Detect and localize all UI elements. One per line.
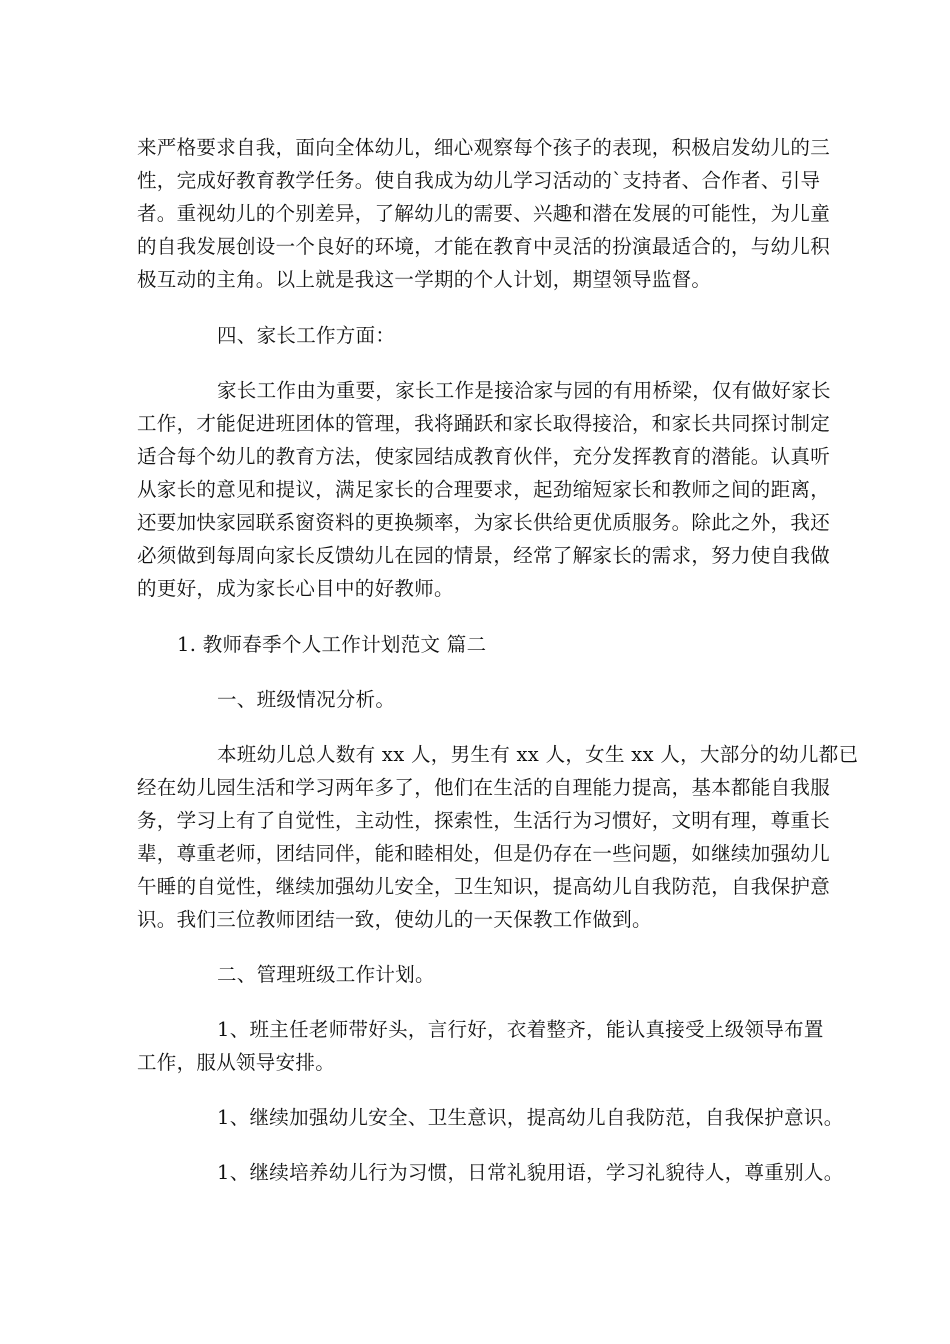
section-title: 1. 教师春季个人工作计划范文 篇二: [177, 633, 487, 656]
list-item-line: 1、班主任老师带好头，言行好，衣着整齐，能认真接受上级领导布置: [217, 1018, 824, 1041]
paragraph-line: 者。重视幼儿的个别差异，了解幼儿的需要、兴趣和潜在发展的可能性，为儿童: [137, 202, 831, 225]
paragraph-line: 本班幼儿总人数有 xx 人，男生有 xx 人，女生 xx 人，大部分的幼儿都已: [217, 743, 859, 766]
paragraph-line: 经在幼儿园生活和学习两年多了，他们在生活的自理能力提高，基本都能自我服: [137, 776, 831, 799]
list-item-line: 工作，服从领导安排。: [137, 1051, 336, 1074]
paragraph-line: 的更好，成为家长心目中的好教师。: [137, 577, 454, 600]
paragraph-line: 务，学习上有了自觉性，主动性，探索性，生活行为习惯好，文明有理，尊重长: [137, 809, 831, 832]
paragraph-line: 性，完成好教育教学任务。使自我成为幼儿学习活动的`支持者、合作者、引导: [137, 169, 821, 192]
paragraph-line: 的自我发展创设一个良好的环境，才能在教育中灵活的扮演最适合的，与幼儿积: [137, 235, 831, 258]
paragraph-line: 适合每个幼儿的教育方法，使家园结成教育伙伴，充分发挥教育的潜能。认真听: [137, 445, 831, 468]
section-heading: 二、管理班级工作计划。: [217, 963, 435, 986]
paragraph-line: 识。我们三位教师团结一致，使幼儿的一天保教工作做到。: [137, 908, 652, 931]
paragraph-line: 必须做到每周向家长反馈幼儿在园的情景，经常了解家长的需求，努力使自我做: [137, 544, 831, 567]
paragraph-line: 午睡的自觉性，继续加强幼儿安全，卫生知识，提高幼儿自我防范，自我保护意: [137, 875, 831, 898]
paragraph-line: 辈，尊重老师，团结同伴，能和睦相处，但是仍存在一些问题，如继续加强幼儿: [137, 842, 831, 865]
section-heading: 四、家长工作方面：: [217, 324, 396, 347]
paragraph-line: 家长工作由为重要，家长工作是接洽家与园的有用桥梁，仅有做好家长: [217, 379, 831, 402]
section-heading: 一、班级情况分析。: [217, 688, 396, 711]
paragraph-line: 从家长的意见和提议，满足家长的合理要求，起劲缩短家长和教师之间的距离，: [137, 478, 831, 501]
paragraph-line: 极互动的主角。以上就是我这一学期的个人计划，期望领导监督。: [137, 268, 712, 291]
paragraph-line: 还要加快家园联系窗资料的更换频率，为家长供给更优质服务。除此之外，我还: [137, 511, 831, 534]
list-item: 1、继续培养幼儿行为习惯，日常礼貌用语，学习礼貌待人，尊重别人。: [217, 1161, 844, 1184]
list-item: 1、继续加强幼儿安全、卫生意识，提高幼儿自我防范，自我保护意识。: [217, 1106, 844, 1129]
paragraph-line: 来严格要求自我，面向全体幼儿，细心观察每个孩子的表现，积极启发幼儿的三: [137, 136, 831, 159]
paragraph-line: 工作，才能促进班团体的管理，我将踊跃和家长取得接洽，和家长共同探讨制定: [137, 412, 831, 435]
